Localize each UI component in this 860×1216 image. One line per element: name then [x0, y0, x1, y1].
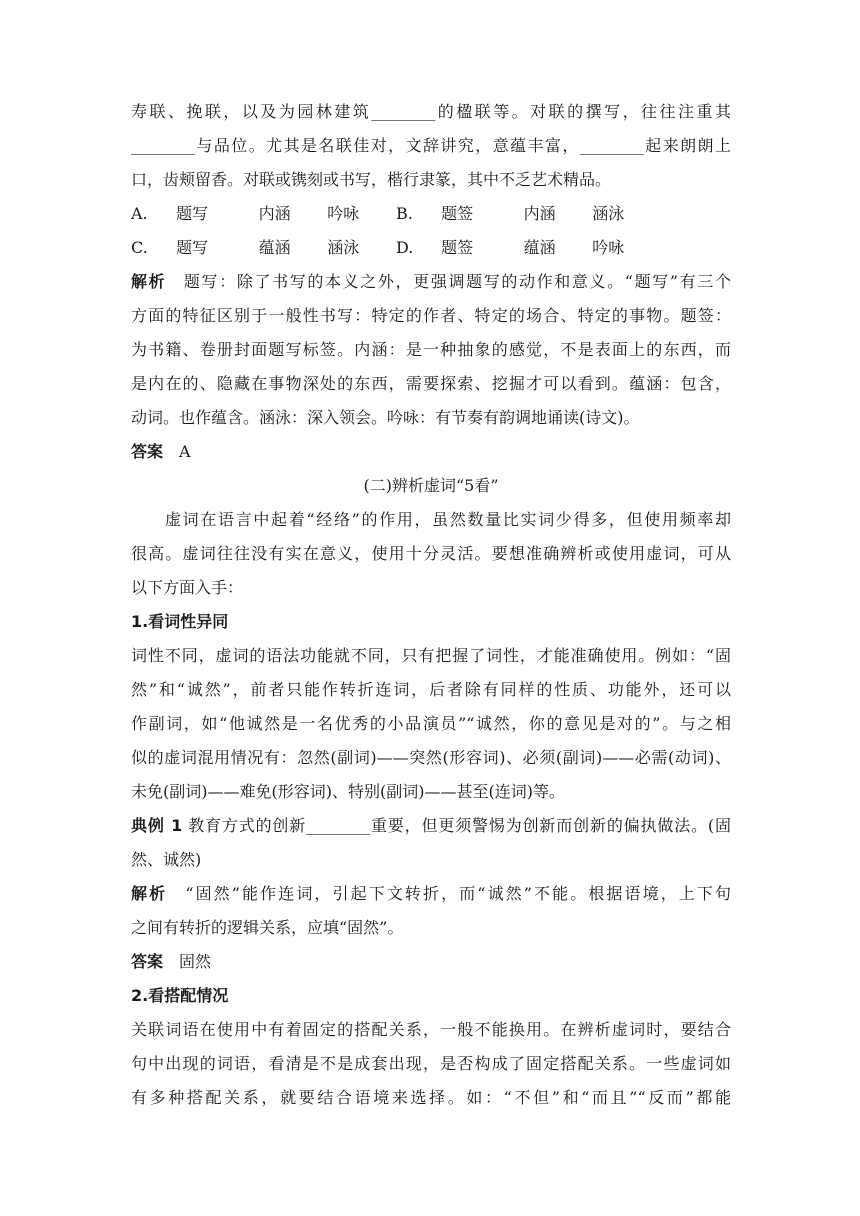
option-word: 吟咏 — [327, 204, 360, 223]
answer-value: A — [179, 442, 191, 461]
text-line: 寿联、挽联，以及为园林建筑________的楹联等。对联的撰写，往往注重其 — [131, 102, 731, 121]
point-line: 关联词语在使用中有着固定的搭配关系，一般不能换用。在辨析虚词时，要结合 — [131, 1020, 731, 1039]
point-line: 句中出现的词语，看清是不是成套出现，是否构成了固定搭配关系。一些虚词如 — [131, 1054, 731, 1073]
answer-label: 答案 — [131, 442, 164, 461]
option-word: 涵泳 — [327, 238, 360, 257]
analysis-text: “固然”能作连词，引起下文转折，而“诚然”不能。根据语境，上下句 — [185, 884, 731, 903]
point-line: 似的虚词混用情况有：忽然(副词)——突然(形容词)、必须(副词)——必需(动词)、 — [131, 748, 731, 767]
intro-line: 很高。虚词往往没有实在意义，使用十分灵活。要想准确辨析或使用虚词，可从 — [131, 544, 731, 563]
option-d — [396, 231, 661, 265]
example-line — [131, 809, 731, 843]
option-key: D. — [396, 238, 414, 257]
analysis-label: 解析 — [131, 272, 167, 291]
analysis-line: 是内在的、隐藏在事物深处的东西，需要探索、挖掘才可以看到。蕴涵：包含， — [131, 374, 731, 393]
option-key: A. — [131, 204, 148, 223]
point-line: 然”和“诚然”，前者只能作转折连词，后者除有同样的性质、功能外，还可以 — [131, 680, 731, 699]
document-page — [131, 95, 731, 1115]
intro-line: 以下方面入手： — [131, 578, 244, 597]
option-word: 题签 — [441, 204, 474, 223]
option-word: 蕴涵 — [523, 238, 556, 257]
point-line: 未免(副词)——难免(形容词)、特别(副词)——甚至(连词)等。 — [131, 782, 565, 801]
option-word: 内涵 — [523, 204, 556, 223]
point-line: 词性不同，虚词的语法功能就不同，只有把握了词性，才能准确使用。例如：“固 — [131, 646, 731, 665]
options-row — [131, 231, 731, 265]
option-word: 题写 — [176, 238, 209, 257]
option-word: 蕴涵 — [258, 238, 291, 257]
option-c — [131, 231, 396, 265]
option-word: 涵泳 — [592, 204, 625, 223]
analysis-line: 方面的特征区别于一般性书写：特定的作者、特定的场合、特定的事物。题签： — [131, 306, 731, 325]
point-line: 有多种搭配关系，就要结合语境来选择。如：“不但”和“而且”“反而”都能 — [131, 1088, 731, 1107]
analysis-label: 解析 — [131, 884, 168, 903]
analysis-line: 动词。也作蕴含。涵泳：深入领会。吟咏：有节奏有韵调地诵读(诗文)。 — [131, 408, 640, 427]
text-line: ________与品位。尤其是名联佳对，文辞讲究，意蕴丰富，________起来朗朗上 — [131, 136, 731, 155]
text-line: 口，齿颊留香。对联或镌刻或书写，楷行隶篆，其中不乏艺术精品。 — [131, 170, 612, 189]
option-word: 题签 — [441, 238, 474, 257]
option-word: 吟咏 — [592, 238, 625, 257]
analysis-line — [131, 265, 731, 299]
example-label: 典例 1 — [131, 816, 183, 835]
section-title: (二)辨析虚词“5看” — [363, 476, 499, 495]
analysis-line: 为书籍、卷册封面题写标签。内涵：是一种抽象的感觉，不是表面上的东西，而 — [131, 340, 731, 359]
option-key: C. — [131, 238, 148, 257]
option-word: 题写 — [176, 204, 209, 223]
option-key: B. — [396, 204, 413, 223]
options-row — [131, 197, 731, 231]
example-text: 教育方式的创新________重要，但更须警惕为创新而创新的偏执做法。(固 — [188, 816, 731, 835]
option-word: 内涵 — [258, 204, 291, 223]
option-a — [131, 197, 396, 231]
intro-line: 虚词在语言中起着“经络”的作用，虽然数量比实词少得多，但使用频率却 — [165, 510, 731, 529]
answer-line — [131, 945, 731, 979]
analysis-line — [131, 877, 731, 911]
answer-value: 固然 — [179, 952, 212, 971]
analysis-line: 之间有转折的逻辑关系，应填“固然”。 — [131, 918, 404, 937]
example-line: 然、诚然) — [131, 850, 202, 869]
point-line: 作副词，如“他诚然是一名优秀的小品演员”“诚然，你的意见是对的”。与之相 — [131, 714, 731, 733]
analysis-text: 题写：除了书写的本义之外，更强调题写的动作和意义。“题写”有三个 — [183, 272, 731, 291]
answer-line — [131, 435, 731, 469]
option-b — [396, 197, 661, 231]
point-heading: 1.看词性异同 — [131, 612, 229, 631]
point-heading: 2.看搭配情况 — [131, 986, 229, 1005]
answer-label: 答案 — [131, 952, 164, 971]
